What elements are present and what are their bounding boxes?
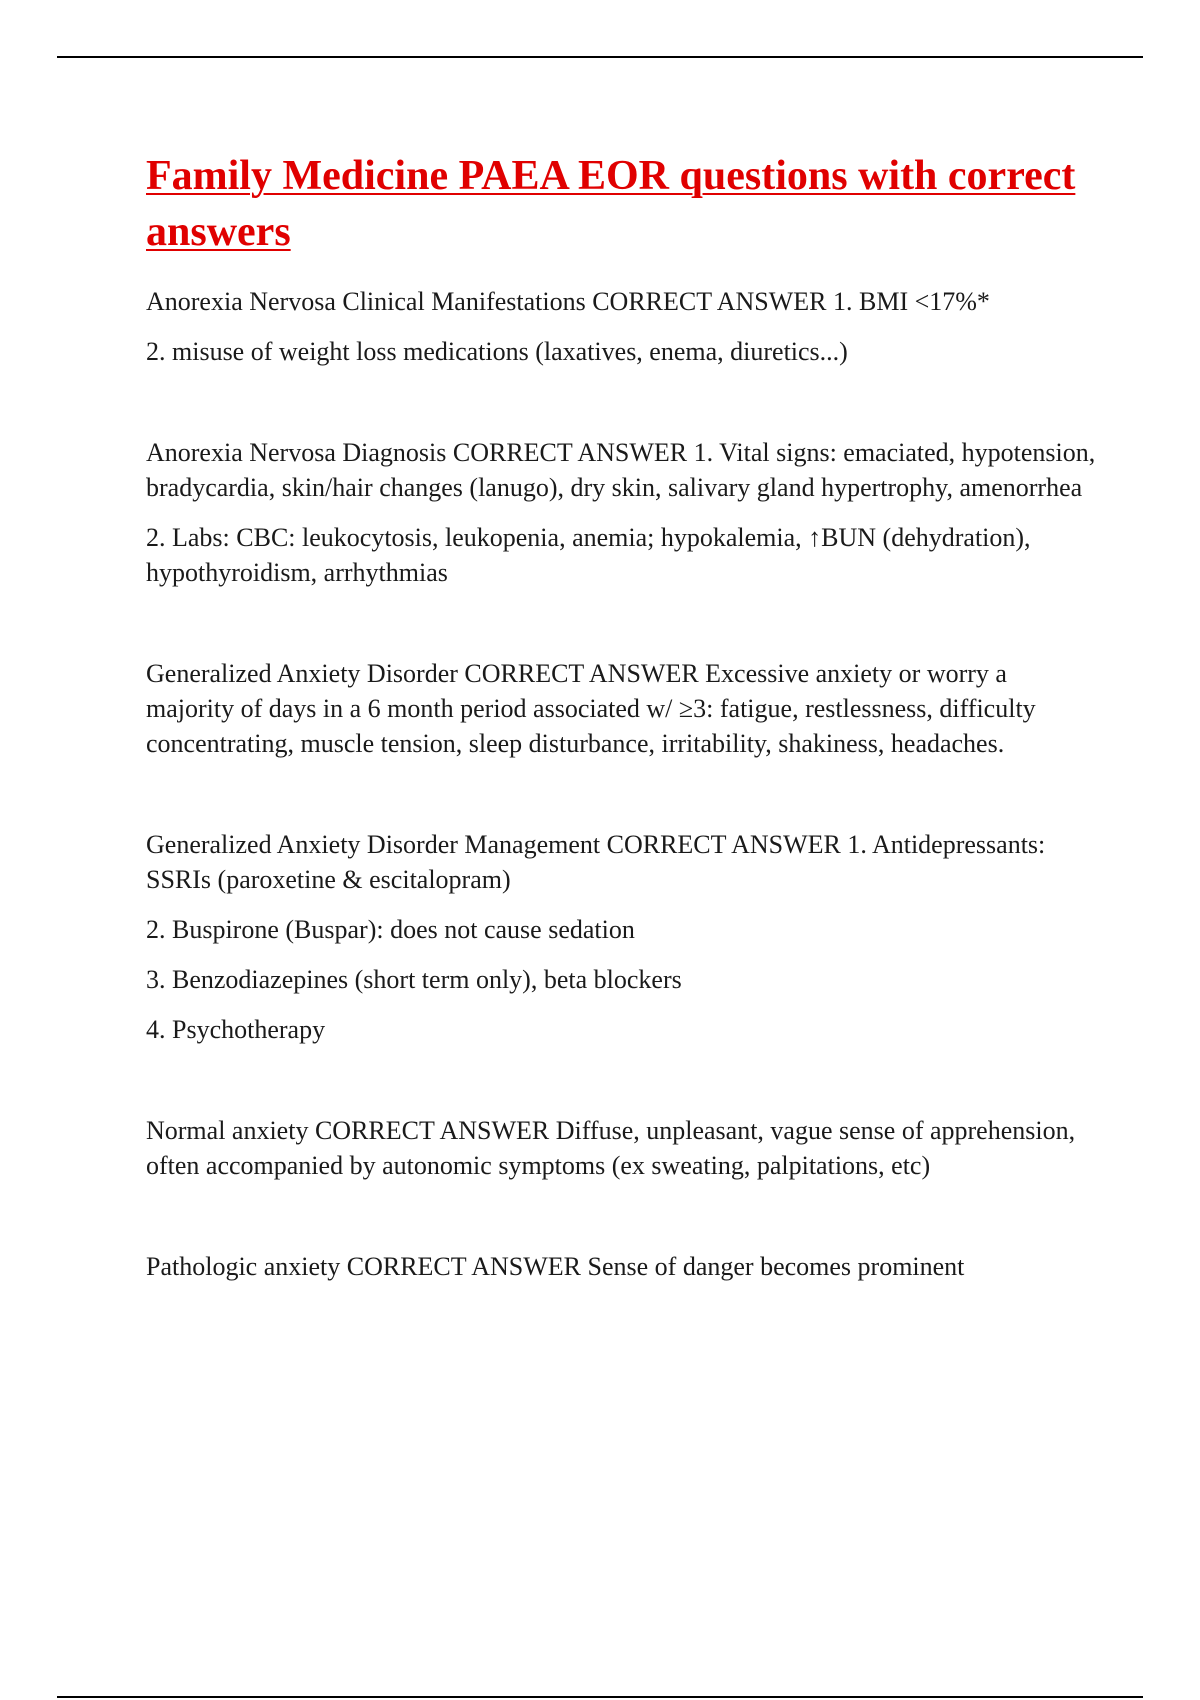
entry-spacer [146, 590, 1096, 656]
qa-entry [146, 827, 1096, 1047]
document-body [146, 148, 1096, 1284]
qa-entry [146, 656, 1096, 761]
entry-paragraph: Normal anxiety CORRECT ANSWER Diffuse, unpleasant, vague sense of apprehension, often accompanied by autonomic symptoms (ex sweating, palpitations, etc) [146, 1116, 1076, 1180]
bottom-rule [57, 1696, 1143, 1698]
qa-entry [146, 1113, 1096, 1183]
top-rule [57, 56, 1143, 58]
entry-spacer [146, 1047, 1096, 1113]
entry-paragraph: Generalized Anxiety Disorder CORRECT ANSWER Excessive anxiety or worry a majority of days in a 6 month period associated w/ ≥3: fatigue, restlessness, difficulty concentrating, muscle tension, sleep disturbance, irritability, shakiness, headaches. [146, 659, 1036, 758]
entry-spacer [146, 369, 1096, 435]
qa-entry [146, 1249, 1096, 1284]
qa-entry [146, 284, 1096, 369]
qa-entry [146, 435, 1096, 590]
entry-paragraph: Anorexia Nervosa Clinical Manifestations CORRECT ANSWER 1. BMI <17%* [146, 287, 990, 316]
entry-spacer [146, 1183, 1096, 1249]
entry-paragraph: Anorexia Nervosa Diagnosis CORRECT ANSWER 1. Vital signs: emaciated, hypotension, bradycardia, skin/hair changes (lanugo), dry skin, salivary gland hypertrophy, amenorrhea [146, 438, 1096, 502]
entry-paragraph: 2. Labs: CBC: leukocytosis, leukopenia, anemia; hypokalemia, ↑BUN (dehydration), hypothyroidism, arrhythmias [146, 523, 1031, 587]
entry-spacer [146, 761, 1096, 827]
entry-paragraph: Pathologic anxiety CORRECT ANSWER Sense of danger becomes prominent [146, 1252, 965, 1281]
document-title: Family Medicine PAEA EOR questions with correct answers [146, 153, 1076, 255]
entry-paragraph: 3. Benzodiazepines (short term only), beta blockers [146, 965, 682, 994]
entry-paragraph: 2. Buspirone (Buspar): does not cause sedation [146, 915, 635, 944]
entry-paragraph: 4. Psychotherapy [146, 1015, 326, 1044]
entry-paragraph: 2. misuse of weight loss medications (laxatives, enema, diuretics...) [146, 337, 848, 366]
entry-paragraph: Generalized Anxiety Disorder Management CORRECT ANSWER 1. Antidepressants: SSRIs (paroxetine & escitalopram) [146, 830, 1046, 894]
